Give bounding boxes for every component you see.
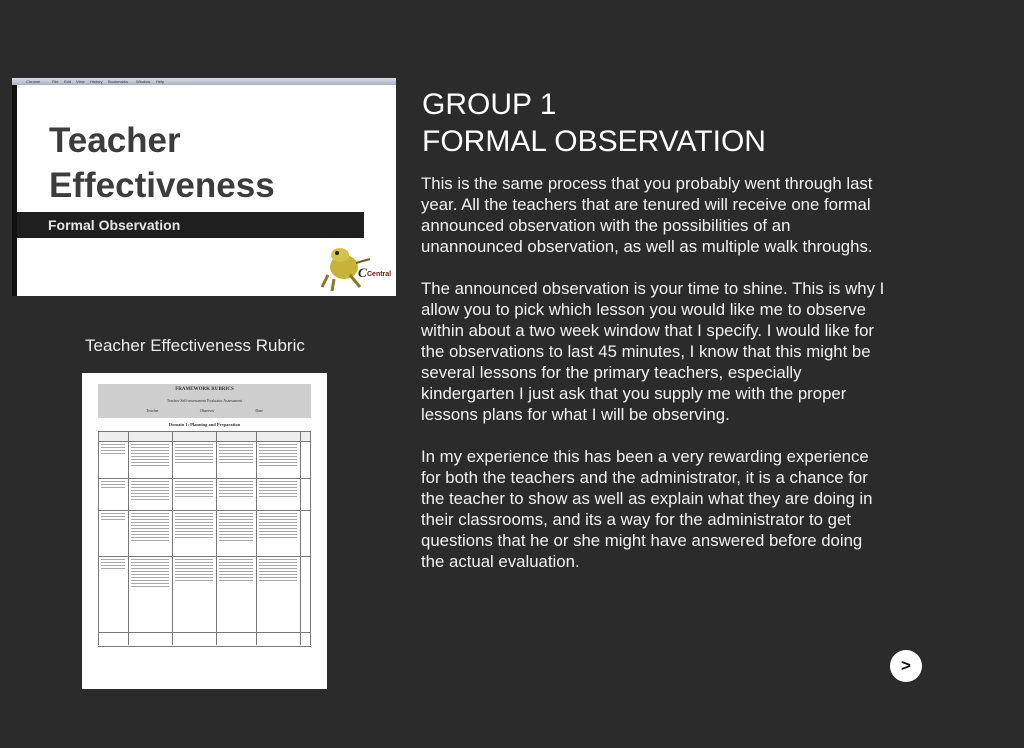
menubar-item: Window [136,79,151,84]
video-subtitle: Formal Observation [48,217,181,233]
menubar-item: View [76,79,85,84]
menubar-item: Bookmarks [108,79,129,84]
next-slide-button[interactable]: > [890,650,922,682]
table-col-line [256,431,257,645]
menubar-app: Chrome [26,79,41,84]
table-row [98,632,311,647]
cell-text [175,513,213,540]
video-title-line2: Effectiveness [49,166,275,205]
video-title [49,118,275,208]
cell-text [131,559,169,589]
video-thumbnail[interactable] [12,78,396,296]
mascot-logo-icon [320,241,392,293]
cell-text [101,513,125,522]
table-col-line [128,431,129,645]
rubric-table [98,431,311,645]
cell-text [131,481,169,502]
cell-text [259,513,297,540]
rubric-field-labels [98,408,311,413]
video-title-line1: Teacher [49,121,181,160]
mascot-text: Central [367,271,392,278]
page-title-line1: GROUP 1 [422,88,557,121]
table-col-line [172,431,173,645]
table-col-line [310,431,311,645]
cell-text [131,444,169,468]
rubric-field-teacher: Teacher [146,408,159,413]
table-col-line [300,431,301,645]
paragraph-2: The announced observation is your time to shine. This is why I allow you to pick which lesson you would like me to observe within about a two week window that I specify. I would like for the observations to last 45 minutes, I know that this might be several lessons for the primary teachers, especially kindergarten I just ask that you supply me with the proper lessons plans for what I will be observing. [421,279,885,424]
paragraph-1: This is the same process that you probably went through last year. All the teachers that are tenured will receive one formal announced observation with the possibilities of an unannounced observation, as well as multiple walk throughs. [421,174,873,256]
rubric-field-date: Date [255,408,263,413]
rubric-document-image[interactable] [82,373,327,689]
cell-text [175,481,213,499]
rubric-domain-title: Domain 1: Planning and Preparation [168,422,241,427]
cell-text [219,444,253,465]
menubar-item: Edit [64,79,71,84]
menubar-item: Help [156,79,165,84]
cell-text [219,513,253,543]
menubar-item: History [90,79,103,84]
rubric-field-observer: Observer [199,408,215,413]
body-text [421,173,981,593]
table-col-line [216,431,217,645]
cell-text [175,559,213,583]
cell-text [101,444,125,456]
rubric-caption: Teacher Effectiveness Rubric [85,336,305,355]
cell-text [101,559,125,571]
cell-text [259,444,297,468]
rubric-doc-title: FRAMEWORK RUBRICS [175,387,234,392]
rubric-doc-subtitle: Teacher Self-assessment Evaluator Assessment [166,398,243,403]
page-title-line2: FORMAL OBSERVATION [422,125,766,158]
video-subtitle-band [17,212,364,238]
menubar-item: File [52,79,59,84]
video-frame [17,85,396,296]
rubric-header [98,384,311,418]
cell-text [101,481,125,490]
cell-text [175,444,213,465]
paragraph-3: In my experience this has been a very rewarding experience for both the teachers and the administrator, it is a chance for the teacher to show as well as explain what they are doing in their classrooms, and its a way for the administrator to get questions that he or she might have answered before doing the actual evaluation. [421,447,873,571]
cell-text [219,481,253,499]
page-title [422,86,982,160]
cell-text [131,513,169,543]
svg-text:C: C [358,265,367,280]
mac-menubar [12,78,396,85]
cell-text [219,559,253,583]
cell-text [259,559,297,583]
table-col-line [98,431,99,645]
cell-text [259,481,297,499]
